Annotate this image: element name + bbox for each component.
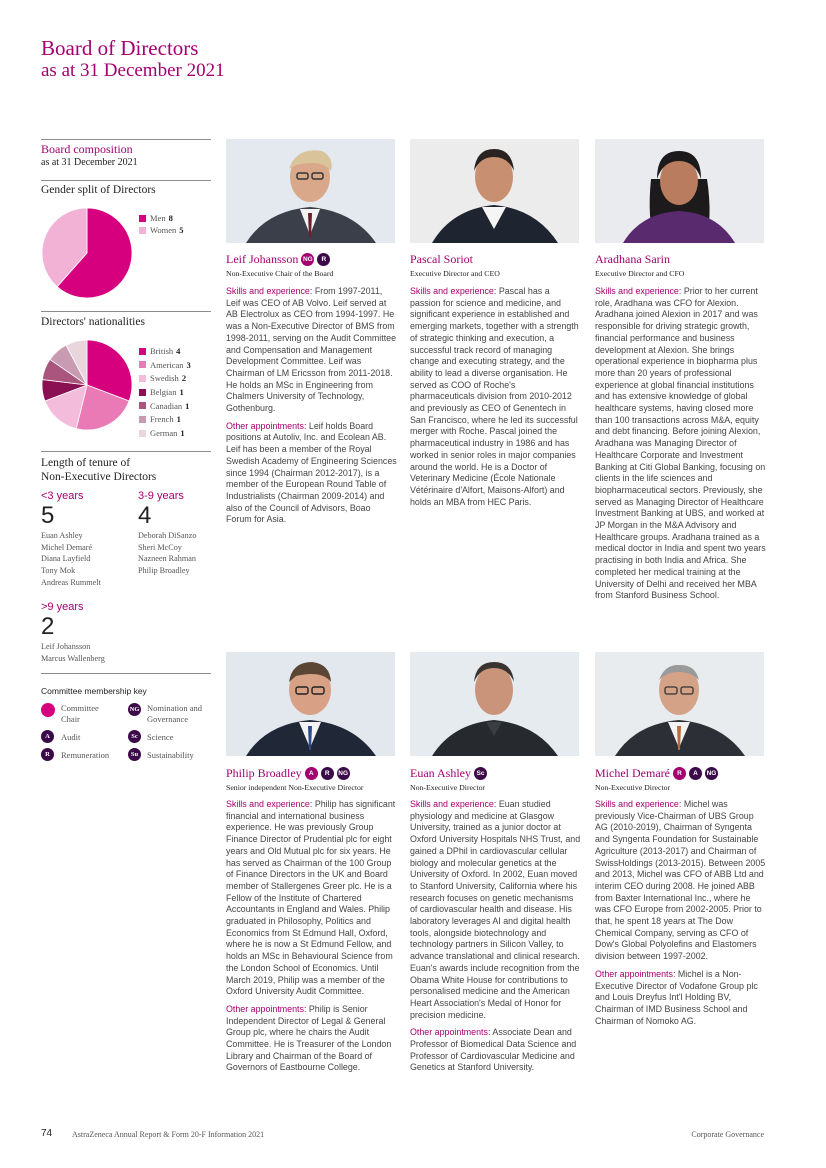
portrait-euan-ashley bbox=[410, 652, 579, 756]
director-name: Aradhana Sarin bbox=[595, 252, 670, 266]
tenure-count: 2 bbox=[41, 613, 55, 640]
skills-text: Prior to her current role, Aradhana was CFO for Alexion. Aradhana joined Alexion in 2017 and was responsible for driving strategic growth, financial performance and business development at Alexion. She brings operational experience in biopharma plus more than 20 years of professional experience at global financial institutions and has extensive knowledge of global healthcare systems, having closed more than 100 transactions across M&A, equity and debt financing. Before joining Alexion, Aradhana was Managing Director of Healthcare Corporate and Investment Banking at Citi Global Banking, focusing on clients in the life sciences and biopharmaceutical sectors. Previously, she served as Managing Director of Healthcare Investment Banking at UBS, and worked at JP Morgan in the M&A Advisory and Healthcare groups. Aradhana trained as a medical doctor in India and spent two years practising in both India and Africa. She completed her medical training at the University of Delhi and received her MBA from Stanford Business School. bbox=[595, 286, 766, 601]
tenure-title bbox=[41, 456, 156, 484]
committee-chair-icon bbox=[41, 703, 55, 717]
tenure-name: Deborah DiSanzo bbox=[138, 531, 197, 540]
audit-icon: A bbox=[41, 730, 54, 743]
director-bio bbox=[595, 286, 767, 608]
skills-label: Skills and experience: bbox=[595, 799, 682, 809]
skills-text: From 1997-2011, Leif was CEO of AB Volvo. Leif served at AB Electrolux as CEO from 1994-1997. He was a Non-Executive Director of BMS from 1998-2011, serving on the Audit Committee and Compensation and Management Development Committee. Leif was Chairman of LM Ericsson from 2011-2018. He holds an MSc in Engineering from Chalmers University of Technology, Gothenburg. bbox=[226, 286, 397, 414]
legend-item-belgian: Belgian 1 bbox=[139, 386, 191, 398]
skills-text: Euan studied physiology and medicine at Glasgow University, trained as a junior doctor at Oxford University Hospitals NHS Trust, and gained a DPhil in cardiovascular cellular biology and molecular genetics at the University of Oxford. In 2002, Euan moved to Stanford University, California where his research focuses on genetic mechanisms of cardiovascular health and disease. His laboratory leverages AI and digital health tools, alongside biotechnology and technology partners in Silicon Valley, to advance translational and clinical research. Euan's awards include recognition from the Obama White House for contributions to personalised medicine and the American Heart Association's Medal of Honor for precision medicine. bbox=[410, 799, 581, 1020]
science-icon: Sc bbox=[128, 730, 141, 743]
tenure-group-over-9 bbox=[41, 601, 105, 664]
director-role: Executive Director and CEO bbox=[410, 269, 500, 278]
tenure-title-line2: Non-Executive Directors bbox=[41, 471, 157, 483]
tenure-name: Diana Layfield bbox=[41, 554, 91, 564]
other-label: Other appointments: bbox=[410, 1027, 491, 1038]
committee-badge: NG bbox=[301, 253, 314, 266]
legend-item-french: French 1 bbox=[139, 413, 191, 425]
committee-badge: R bbox=[321, 767, 334, 780]
skills-label: Skills and experience: bbox=[226, 799, 313, 809]
director-bio bbox=[226, 286, 398, 532]
portrait-leif-johansson bbox=[226, 139, 395, 243]
gender-legend bbox=[139, 212, 183, 236]
portrait-aradhana-sarin bbox=[595, 139, 764, 243]
other-label: Other appointments: bbox=[226, 420, 307, 431]
tenure-group-3-9 bbox=[138, 490, 196, 577]
divider bbox=[41, 180, 211, 181]
director-name: Euan Ashley Sc bbox=[410, 766, 487, 781]
director-name: Michel Demaré R A NG bbox=[595, 766, 717, 780]
director-name: Philip Broadley A R NG bbox=[226, 766, 349, 780]
sustainability-icon: Su bbox=[128, 748, 141, 761]
director-name: Pascal Soriot bbox=[410, 252, 473, 266]
composition-date: as at 31 December 2021 bbox=[41, 157, 138, 168]
other-text: Michel is a Non-Executive Director of Vodafone Group plc and Louis Dreyfus Int'l Holding BV, Chairman of IMD Business School and Chairman of Nomoko AG. bbox=[595, 968, 758, 1026]
tenure-name: Tony Mok bbox=[41, 566, 76, 576]
section-name: Corporate Governance bbox=[691, 1130, 764, 1139]
committee-badge: A bbox=[305, 767, 318, 780]
other-text: Philip is Senior Independent Director of Legal & General Group plc, where he chairs the Audit Committee. He is Treasurer of the London Library and Chairman of the Board of Governors of Eastbourne College. bbox=[226, 1003, 392, 1073]
director-bio bbox=[595, 799, 767, 1033]
divider bbox=[41, 673, 211, 674]
skills-label: Skills and experience: bbox=[410, 799, 497, 809]
key-science: Sc Science bbox=[128, 730, 173, 743]
committee-badge: R bbox=[673, 767, 686, 780]
director-role: Executive Director and CFO bbox=[595, 269, 685, 278]
legend-item-women: Women 5 bbox=[139, 224, 183, 236]
remuneration-icon: R bbox=[41, 748, 54, 761]
page-title: Board of Directors bbox=[41, 36, 199, 60]
page-subtitle: as at 31 December 2021 bbox=[41, 60, 225, 81]
director-role: Non-Executive Director bbox=[595, 783, 671, 792]
tenure-title-line1: Length of tenure of bbox=[41, 457, 131, 469]
skills-label: Skills and experience: bbox=[226, 286, 313, 296]
director-role: Senior independent Non-Executive Director bbox=[226, 783, 364, 792]
divider bbox=[41, 451, 211, 452]
tenure-count: 5 bbox=[41, 502, 55, 529]
director-name: Leif Johansson NG R bbox=[226, 252, 330, 267]
tenure-name: Leif Johansson bbox=[41, 642, 91, 651]
key-sustainability: Su Sustainability bbox=[128, 748, 194, 761]
nationalities-legend bbox=[139, 345, 191, 439]
committee-badge: R bbox=[317, 253, 330, 266]
tenure-group-under-3 bbox=[41, 490, 101, 589]
director-bio bbox=[226, 799, 398, 1080]
key-nomination: NG Nomination and Governance bbox=[129, 703, 203, 724]
director-bio bbox=[410, 286, 582, 514]
tenure-name: Sheri McCoy bbox=[138, 542, 182, 552]
tenure-name: Andreas Rummelt bbox=[41, 577, 101, 587]
composition-title: Board composition bbox=[41, 142, 133, 156]
nationalities-pie-chart bbox=[41, 339, 133, 431]
skills-label: Skills and experience: bbox=[595, 286, 682, 296]
legend-item-german: German 1 bbox=[139, 427, 191, 439]
ng-icon: NG bbox=[128, 703, 141, 716]
portrait-michel-demare bbox=[595, 652, 764, 756]
portrait-pascal-soriot bbox=[410, 139, 579, 243]
committee-key bbox=[41, 703, 216, 761]
other-text: Leif holds Board positions at Autoliv, Inc. and Ecolean AB. Leif has been a member of the Royal Swedish Academy of Engineering Sciences since 1994 (Chairman 2012-2017), is a member of the European Round Table of Industrialists (Chairman 2009-2014) and also of the Council of Advisors, Boao Forum for Asia. bbox=[226, 420, 397, 525]
tenure-name: Marcus Wallenberg bbox=[41, 653, 105, 663]
gender-pie-chart bbox=[41, 207, 133, 299]
tenure-label: 3-9 years bbox=[138, 490, 184, 502]
tenure-name: Nazneen Rahman bbox=[138, 554, 196, 564]
other-label: Other appointments: bbox=[595, 968, 676, 979]
skills-text: Michel was previously Vice-Chairman of UBS Group AG (2010-2019), Chairman of Syngenta and Syngenta Foundation for Sustainable Agriculture (2013-2017) and Chairman of SwissHoldings (2013-2015). Between 2005 and 2013, Michel was CFO of ABB Ltd and interim CEO during 2008. He joined ABB from Baxter International Inc., where he was CFO Europe from 2002-2005. Prior to that, he spent 18 years at The Dow Chemical Company, serving as CFO of Dow's Global Polyolefins and Elastomers division between 1997-2002. bbox=[595, 799, 766, 962]
committee-key-title: Committee membership key bbox=[41, 686, 147, 696]
tenure-name: Euan Ashley bbox=[41, 531, 83, 540]
committee-badge: Sc bbox=[474, 767, 487, 780]
other-text: Associate Dean and Professor of Biomedical Data Science and Professor of Cardiovascular Medicine and Genetics at Stanford University. bbox=[410, 1027, 577, 1073]
director-role: Non-Executive Chair of the Board bbox=[226, 269, 334, 278]
skills-text: Philip has significant financial and international business experience. He was previously Group Finance Director of Prudential plc for eight years and Old Mutual plc for six years. He has served as Chairman of the 100 Group of Finance Directors in the UK and Board member of Stallergenes Greer plc. He is a Fellow of the Institute of Chartered Accountants in England and Wales. Philip graduated in Philosophy, Politics and Economics from St Edmund Hall, Oxford, where he is now a St Edmund Fellow, and holds an MSc in Behavioural Science from the London School of Economics. Until March 2019, Philip was a member of the Oxford University Audit Committee. bbox=[226, 799, 396, 997]
divider bbox=[41, 139, 211, 140]
tenure-count: 4 bbox=[138, 502, 152, 529]
report-title: AstraZeneca Annual Report & Form 20-F Information 2021 bbox=[72, 1130, 265, 1139]
committee-badge: A bbox=[689, 767, 702, 780]
legend-item-canadian: Canadian 1 bbox=[139, 400, 191, 412]
key-remuneration: R Remuneration bbox=[41, 748, 128, 761]
gender-title: Gender split of Directors bbox=[41, 184, 156, 196]
page-number: 74 bbox=[41, 1128, 53, 1139]
legend-item-men: Men 8 bbox=[139, 212, 183, 224]
tenure-label: <3 years bbox=[41, 490, 84, 502]
tenure-name: Philip Broadley bbox=[138, 566, 190, 576]
portrait-philip-broadley bbox=[226, 652, 395, 756]
legend-item-swedish: Swedish 2 bbox=[139, 372, 191, 384]
nationalities-title: Directors' nationalities bbox=[41, 316, 145, 328]
divider bbox=[41, 311, 211, 312]
tenure-name: Michel Demaré bbox=[41, 542, 93, 552]
committee-badge: NG bbox=[337, 767, 350, 780]
committee-badge: NG bbox=[705, 767, 718, 780]
director-bio bbox=[410, 799, 582, 1080]
key-audit: A Audit bbox=[41, 730, 128, 743]
director-role: Non-Executive Director bbox=[410, 783, 486, 792]
other-label: Other appointments: bbox=[226, 1003, 307, 1014]
skills-label: Skills and experience: bbox=[410, 286, 497, 296]
legend-item-british: British 4 bbox=[139, 345, 191, 357]
key-committee-chair: Committee Chair bbox=[41, 703, 128, 725]
skills-text: Pascal has a passion for science and medicine, and significant experience in established and emerging markets, together with a strength of strategic thinking and execution, a successful track record of managing change and executing strategy, and the ability to lead a diverse organisation. He served as COO of Roche's pharmaceuticals division from 2010-2012 and previously as CEO of Genentech in San Francisco, where he led its successful merger with Roche. Pascal joined the pharmaceutical industry in 1986 and has worked in senior roles in major companies around the world. He is a Doctor of Veterinary Medicine (École Nationale Vétérinaire d'Alfort, Maisons-Alfort) and holds an MBA from HEC Paris. bbox=[410, 286, 579, 507]
legend-item-american: American 3 bbox=[139, 359, 191, 371]
tenure-label: >9 years bbox=[41, 601, 84, 613]
